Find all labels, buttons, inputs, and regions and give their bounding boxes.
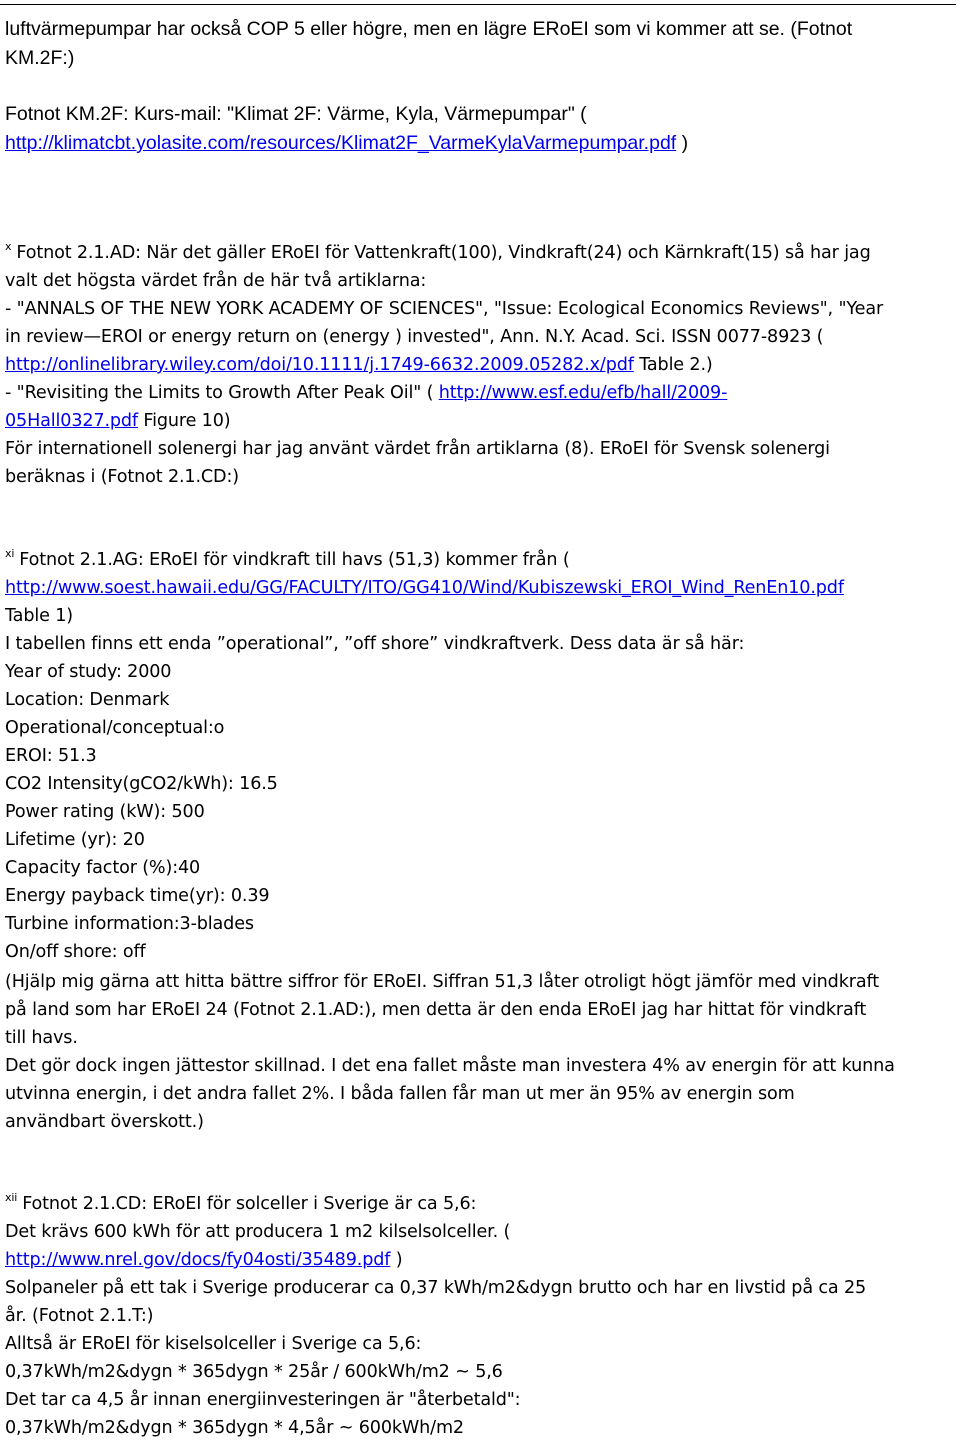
formula-line: 0,37kWh/m2&dygn * 365dygn * 4,5år ~ 600kWh/m2 — [5, 1418, 464, 1438]
footnote-line: in review—EROI or energy return on (energy ) invested", Ann. N.Y. Acad. Sci. ISSN 0077-8923 ( — [5, 327, 824, 347]
footnote-text: Fotnot 2.1.AG: ERoEI för vindkraft till havs (51,3) kommer från ( — [19, 550, 570, 570]
link-suffix: Figure 10) — [137, 411, 231, 431]
paragraph-line: luftvärmepumpar har också COP 5 eller högre, men en lägre ERoEI som vi kommer att se. (Fotnot — [5, 18, 853, 40]
nrel-link[interactable]: http://www.nrel.gov/docs/fy04osti/35489.pdf — [5, 1250, 391, 1270]
data-line: Operational/conceptual:o — [5, 718, 225, 738]
link-suffix: Table 2.) — [633, 355, 713, 375]
klimat2f-link[interactable]: http://klimatcbt.yolasite.com/resources/Klimat2F_VarmeKylaVarmepumpar.pdf — [5, 132, 677, 154]
data-line: Year of study: 2000 — [5, 662, 172, 682]
footnote-line: beräknas i (Fotnot 2.1.CD:) — [5, 467, 239, 487]
footnote-line: Det krävs 600 kWh för att producera 1 m2 kilselsolceller. ( — [5, 1222, 511, 1242]
footnote-xii-line — [5, 1190, 476, 1218]
footnote-line: valt det högsta värdet från de här två artiklarna: — [5, 271, 427, 291]
footnote-line: Alltså är ERoEI för kiselsolceller i Sverige ca 5,6: — [5, 1334, 422, 1354]
paragraph-line: Det gör dock ingen jättestor skillnad. I det ena fallet måste man investera 4% av energin för att kunna — [5, 1056, 895, 1076]
paragraph-line: KM.2F:) — [5, 47, 75, 69]
paragraph-line: Fotnot KM.2F: Kurs-mail: "Klimat 2F: Värme, Kyla, Värmepumpar" ( — [5, 103, 587, 125]
paragraph-line: användbart överskott.) — [5, 1112, 204, 1132]
link-line — [5, 407, 231, 435]
footnote-line: I tabellen finns ett enda ”operational”, ”off shore” vindkraftverk. Dess data är så här: — [5, 634, 745, 654]
data-line: Power rating (kW): 500 — [5, 802, 205, 822]
wiley-link[interactable]: http://onlinelibrary.wiley.com/doi/10.1111/j.1749-6632.2009.05282.x/pdf — [5, 355, 634, 375]
footnote-line: år. (Fotnot 2.1.T:) — [5, 1306, 154, 1326]
link-prefix: - "Revisiting the Limits to Growth After Peak Oil" ( — [5, 383, 439, 403]
footnote-text: Fotnot 2.1.CD: ERoEI för solceller i Sverige är ca 5,6: — [22, 1194, 477, 1214]
top-rule — [0, 4, 956, 5]
data-line: Location: Denmark — [5, 690, 170, 710]
link-line — [5, 351, 713, 379]
formula-line: 0,37kWh/m2&dygn * 365dygn * 25år / 600kWh/m2 ~ 5,6 — [5, 1362, 503, 1382]
link-suffix: ) — [390, 1250, 403, 1270]
esf-link-continued[interactable]: 05Hall0327.pdf — [5, 411, 138, 431]
footnote-text: Fotnot 2.1.AD: När det gäller ERoEI för Vattenkraft(100), Vindkraft(24) och Kärnkraft(15) så har jag — [16, 243, 871, 263]
link-line — [5, 129, 688, 157]
footnote-line: Solpaneler på ett tak i Sverige producerar ca 0,37 kWh/m2&dygn brutto och har en livstid på ca 25 — [5, 1278, 867, 1298]
data-line: Capacity factor (%):40 — [5, 858, 201, 878]
paragraph-line: på land som har ERoEI 24 (Fotnot 2.1.AD:), men detta är den enda ERoEI jag har hittat för vindkraft — [5, 1000, 867, 1020]
paragraph-line: utvinna energin, i det andra fallet 2%. I båda fallen får man ut mer än 95% av energin som — [5, 1084, 795, 1104]
footnote-xi-line — [5, 546, 570, 574]
data-line: EROI: 51.3 — [5, 746, 97, 766]
link-line — [5, 574, 844, 602]
footnote-marker: x — [5, 240, 12, 253]
data-line: Lifetime (yr): 20 — [5, 830, 145, 850]
footnote-line: - "ANNALS OF THE NEW YORK ACADEMY OF SCIENCES", "Issue: Ecological Economics Reviews", "Year — [5, 299, 884, 319]
paragraph-line: till havs. — [5, 1028, 78, 1048]
link-suffix: ) — [676, 132, 689, 154]
data-line: Energy payback time(yr): 0.39 — [5, 886, 270, 906]
esf-link[interactable]: http://www.esf.edu/efb/hall/2009- — [438, 383, 728, 403]
footnote-line: Table 1) — [5, 606, 73, 626]
soest-link[interactable]: http://www.soest.hawaii.edu/GG/FACULTY/ITO/GG410/Wind/Kubiszewski_EROI_Wind_RenEn10.pdf — [5, 578, 844, 598]
data-line: CO2 Intensity(gCO2/kWh): 16.5 — [5, 774, 278, 794]
footnote-marker: xii — [5, 1191, 18, 1204]
footnote-marker: xi — [5, 547, 15, 560]
footnote-x-line — [5, 239, 871, 267]
data-line: On/off shore: off — [5, 942, 146, 962]
link-line — [5, 379, 727, 407]
footnote-line: För internationell solenergi har jag använt värdet från artiklarna (8). ERoEI för Svensk solenergi — [5, 439, 830, 459]
footnote-line: Det tar ca 4,5 år innan energiinvesteringen är "återbetald": — [5, 1390, 521, 1410]
data-line: Turbine information:3-blades — [5, 914, 254, 934]
paragraph-line: (Hjälp mig gärna att hitta bättre siffror för ERoEI. Siffran 51,3 låter otroligt högt jämför med vindkraft — [5, 972, 879, 992]
link-line — [5, 1246, 402, 1274]
